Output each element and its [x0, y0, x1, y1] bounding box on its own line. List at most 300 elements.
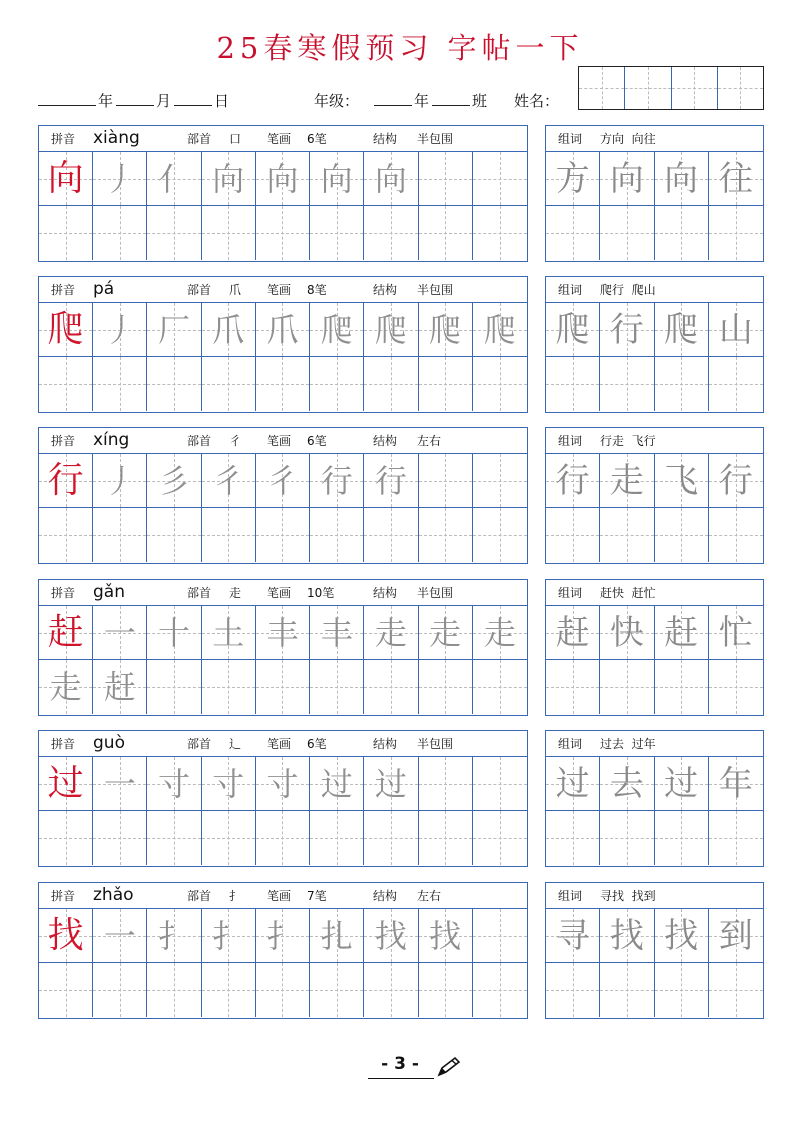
writing-cell[interactable] — [473, 206, 527, 260]
words-header — [546, 277, 763, 303]
writing-cell[interactable] — [93, 811, 147, 865]
practice-grid — [39, 909, 527, 1017]
stroke-step: 厂 — [158, 310, 191, 349]
writing-cell[interactable] — [419, 909, 473, 963]
writing-cell[interactable] — [256, 508, 310, 562]
word-cell[interactable] — [655, 757, 709, 811]
writing-cell[interactable] — [39, 454, 93, 508]
word-cell[interactable] — [600, 508, 654, 562]
writing-cell[interactable] — [310, 454, 364, 508]
writing-cell[interactable] — [256, 206, 310, 260]
structure-value: 半包围 — [417, 283, 454, 297]
writing-cell[interactable] — [93, 454, 147, 508]
words-value: 寻找 找到 — [600, 889, 656, 903]
footer-underline — [368, 1078, 434, 1079]
writing-cell[interactable] — [39, 508, 93, 562]
writing-cell[interactable] — [202, 606, 256, 660]
writing-cell[interactable] — [202, 909, 256, 963]
word-cell[interactable] — [546, 206, 600, 260]
stroke-step: 一 — [103, 916, 136, 955]
words-label: 组词 — [558, 889, 583, 903]
stroke-step: 走 — [483, 613, 516, 652]
month-blank[interactable] — [116, 90, 154, 110]
structure-label: 结构 — [373, 283, 398, 297]
structure-label: 结构 — [373, 737, 398, 751]
stroke-step: 过 — [320, 764, 353, 803]
name-grid[interactable] — [578, 66, 764, 110]
word-character: 爬 — [555, 309, 590, 350]
word-cell[interactable] — [600, 757, 654, 811]
writing-cell[interactable] — [310, 757, 364, 811]
structure-value: 左右 — [417, 434, 442, 448]
words-grid — [546, 909, 763, 1017]
stroke-step: 爪 — [266, 310, 299, 349]
writing-cell[interactable] — [419, 606, 473, 660]
word-cell[interactable] — [546, 508, 600, 562]
writing-cell[interactable] — [419, 357, 473, 411]
strokes-value: 6笔 — [307, 434, 327, 448]
writing-cell[interactable] — [364, 963, 418, 1017]
strokes-value: 10笔 — [307, 586, 335, 600]
writing-cell[interactable] — [364, 454, 418, 508]
character-block — [38, 427, 764, 564]
stroke-step: 走 — [49, 668, 82, 706]
word-cell[interactable] — [600, 811, 654, 865]
stroke-step: 行 — [320, 461, 353, 500]
stroke-step: 丰 — [320, 613, 353, 652]
writing-cell[interactable] — [202, 357, 256, 411]
pinyin-label: 拼音 — [51, 889, 76, 903]
strokes-value: 7笔 — [307, 889, 327, 903]
writing-cell[interactable] — [256, 963, 310, 1017]
word-cell[interactable] — [600, 660, 654, 714]
writing-cell[interactable] — [310, 909, 364, 963]
writing-cell[interactable] — [202, 963, 256, 1017]
word-cell[interactable] — [655, 454, 709, 508]
writing-cell[interactable] — [473, 963, 527, 1017]
writing-cell[interactable] — [93, 909, 147, 963]
radical-label: 部首 — [187, 434, 212, 448]
word-character: 过 — [664, 763, 699, 804]
radical-label: 部首 — [187, 132, 212, 146]
name-cell[interactable] — [625, 67, 671, 109]
writing-cell[interactable] — [310, 508, 364, 562]
word-cell[interactable] — [546, 660, 600, 714]
writing-cell[interactable] — [147, 606, 201, 660]
character-block — [38, 276, 764, 413]
writing-cell[interactable] — [39, 152, 93, 206]
radical-value: 扌 — [229, 889, 242, 903]
word-character: 飞 — [664, 460, 699, 501]
writing-cell[interactable] — [310, 660, 364, 714]
word-cell[interactable] — [709, 303, 763, 357]
word-cell[interactable] — [709, 206, 763, 260]
class-label: 班 — [472, 92, 488, 110]
words-box — [545, 276, 764, 413]
strokes-label: 笔画 — [267, 132, 292, 146]
stroke-step: 找 — [429, 916, 462, 955]
word-cell[interactable] — [546, 454, 600, 508]
words-value: 行走 飞行 — [600, 434, 656, 448]
writing-cell[interactable] — [419, 454, 473, 508]
writing-cell[interactable] — [202, 206, 256, 260]
word-character: 年 — [718, 763, 753, 804]
pinyin-value: guò — [93, 733, 125, 753]
word-cell[interactable] — [655, 909, 709, 963]
writing-cell[interactable] — [147, 811, 201, 865]
writing-cell[interactable] — [39, 909, 93, 963]
strokes-value: 6笔 — [307, 737, 327, 751]
character-block — [38, 882, 764, 1019]
writing-cell[interactable] — [39, 757, 93, 811]
strokes-label: 笔画 — [267, 434, 292, 448]
strokes-value: 8笔 — [307, 283, 327, 297]
word-cell[interactable] — [600, 963, 654, 1017]
writing-cell[interactable] — [93, 152, 147, 206]
structure-value: 左右 — [417, 889, 442, 903]
word-cell[interactable] — [655, 206, 709, 260]
char-info-header — [39, 277, 527, 303]
word-cell[interactable] — [546, 963, 600, 1017]
writing-cell[interactable] — [39, 606, 93, 660]
writing-cell[interactable] — [364, 357, 418, 411]
practice-box — [38, 579, 528, 716]
stroke-step: 爬 — [483, 310, 516, 349]
word-cell[interactable] — [546, 303, 600, 357]
word-cell[interactable] — [709, 454, 763, 508]
strokes-label: 笔画 — [267, 889, 292, 903]
writing-cell[interactable] — [419, 152, 473, 206]
word-cell[interactable] — [600, 454, 654, 508]
word-cell[interactable] — [655, 303, 709, 357]
word-cell[interactable] — [546, 606, 600, 660]
writing-cell[interactable] — [93, 963, 147, 1017]
writing-cell[interactable] — [473, 811, 527, 865]
practice-box — [38, 125, 528, 262]
writing-cell[interactable] — [39, 811, 93, 865]
stroke-step: 丰 — [266, 613, 299, 652]
strokes-label: 笔画 — [267, 586, 292, 600]
writing-cell[interactable] — [39, 660, 93, 714]
writing-cell[interactable] — [93, 303, 147, 357]
words-box — [545, 125, 764, 262]
writing-cell[interactable] — [364, 660, 418, 714]
stroke-step: 找 — [374, 916, 407, 955]
word-character: 山 — [718, 309, 753, 350]
word-cell[interactable] — [600, 357, 654, 411]
writing-cell[interactable] — [473, 606, 527, 660]
radical-label: 部首 — [187, 737, 212, 751]
writing-cell[interactable] — [473, 757, 527, 811]
stroke-step: 扎 — [320, 916, 353, 955]
writing-cell[interactable] — [39, 206, 93, 260]
word-cell[interactable] — [655, 606, 709, 660]
name-cell[interactable] — [718, 67, 763, 109]
word-cell[interactable] — [709, 909, 763, 963]
writing-cell[interactable] — [310, 606, 364, 660]
word-cell[interactable] — [600, 606, 654, 660]
writing-cell[interactable] — [419, 508, 473, 562]
radical-label: 部首 — [187, 586, 212, 600]
writing-cell[interactable] — [202, 303, 256, 357]
stroke-step: 丿 — [103, 310, 136, 349]
date-field[interactable] — [38, 90, 96, 110]
practice-grid — [39, 606, 527, 714]
writing-cell[interactable] — [364, 303, 418, 357]
words-grid — [546, 152, 763, 260]
writing-cell[interactable] — [364, 909, 418, 963]
main-character: 行 — [47, 459, 84, 501]
word-character: 寻 — [555, 915, 590, 956]
writing-cell[interactable] — [256, 909, 310, 963]
writing-cell[interactable] — [202, 454, 256, 508]
word-cell[interactable] — [600, 206, 654, 260]
writing-cell[interactable] — [93, 660, 147, 714]
word-cell[interactable] — [709, 811, 763, 865]
writing-cell[interactable] — [364, 206, 418, 260]
word-character: 去 — [609, 763, 644, 804]
words-header — [546, 731, 763, 757]
structure-label: 结构 — [373, 889, 398, 903]
writing-cell[interactable] — [93, 206, 147, 260]
radical-value: 走 — [229, 586, 242, 600]
practice-box — [38, 882, 528, 1019]
word-character: 爬 — [664, 309, 699, 350]
word-cell[interactable] — [709, 963, 763, 1017]
pinyin-label: 拼音 — [51, 283, 76, 297]
writing-cell[interactable] — [39, 357, 93, 411]
word-cell[interactable] — [709, 606, 763, 660]
writing-cell[interactable] — [202, 757, 256, 811]
practice-box — [38, 276, 528, 413]
writing-cell[interactable] — [256, 357, 310, 411]
writing-cell[interactable] — [147, 152, 201, 206]
writing-cell[interactable] — [256, 811, 310, 865]
words-box — [545, 882, 764, 1019]
words-value: 过去 过年 — [600, 737, 656, 751]
writing-cell[interactable] — [364, 606, 418, 660]
info-row — [38, 90, 578, 112]
words-label: 组词 — [558, 737, 583, 751]
character-block — [38, 579, 764, 716]
word-cell[interactable] — [709, 660, 763, 714]
writing-cell[interactable] — [93, 606, 147, 660]
word-cell[interactable] — [546, 757, 600, 811]
grade-label: 年级： — [314, 92, 360, 110]
writing-cell[interactable] — [147, 909, 201, 963]
stroke-step: 扌 — [158, 916, 191, 955]
word-cell[interactable] — [709, 757, 763, 811]
writing-cell[interactable] — [419, 206, 473, 260]
radical-value: 辶 — [229, 737, 242, 751]
word-character: 找 — [609, 915, 644, 956]
char-info-header — [39, 731, 527, 757]
writing-cell[interactable] — [147, 660, 201, 714]
main-character: 爬 — [47, 308, 84, 350]
writing-cell[interactable] — [310, 152, 364, 206]
name-cell[interactable] — [579, 67, 625, 109]
writing-cell[interactable] — [256, 660, 310, 714]
writing-cell[interactable] — [473, 357, 527, 411]
radical-label: 部首 — [187, 889, 212, 903]
writing-cell[interactable] — [93, 508, 147, 562]
stroke-step: 一 — [103, 613, 136, 652]
writing-cell[interactable] — [473, 660, 527, 714]
words-label: 组词 — [558, 132, 583, 146]
writing-cell[interactable] — [147, 963, 201, 1017]
name-label: 姓名： — [514, 92, 560, 110]
name-cell[interactable] — [672, 67, 718, 109]
word-cell[interactable] — [655, 152, 709, 206]
structure-value: 半包围 — [417, 586, 454, 600]
stroke-step: 赶 — [103, 668, 136, 706]
pinyin-label: 拼音 — [51, 737, 76, 751]
grade-blank[interactable] — [374, 90, 412, 110]
writing-cell[interactable] — [202, 811, 256, 865]
word-character: 到 — [718, 915, 753, 956]
writing-cell[interactable] — [473, 303, 527, 357]
writing-cell[interactable] — [310, 206, 364, 260]
word-character: 赶 — [664, 612, 699, 653]
writing-cell[interactable] — [256, 757, 310, 811]
writing-cell[interactable] — [93, 757, 147, 811]
word-cell[interactable] — [546, 909, 600, 963]
writing-cell[interactable] — [39, 963, 93, 1017]
writing-cell[interactable] — [473, 909, 527, 963]
writing-cell[interactable] — [256, 303, 310, 357]
writing-cell[interactable] — [93, 357, 147, 411]
pinyin-value: xíng — [93, 430, 130, 450]
word-character: 向 — [664, 158, 699, 199]
word-cell[interactable] — [546, 152, 600, 206]
pinyin-value: xiàng — [93, 128, 140, 148]
word-character: 行 — [609, 309, 644, 350]
word-cell[interactable] — [709, 152, 763, 206]
structure-label: 结构 — [373, 132, 398, 146]
pen-icon — [436, 1056, 462, 1078]
writing-cell[interactable] — [256, 606, 310, 660]
radical-value: 口 — [229, 132, 242, 146]
writing-cell[interactable] — [147, 303, 201, 357]
stroke-step: 爬 — [320, 310, 353, 349]
radical-label: 部首 — [187, 283, 212, 297]
stroke-step: 亻 — [158, 159, 191, 198]
word-character: 赶 — [555, 612, 590, 653]
writing-cell[interactable] — [419, 963, 473, 1017]
writing-cell[interactable] — [202, 660, 256, 714]
word-cell[interactable] — [600, 303, 654, 357]
writing-cell[interactable] — [202, 152, 256, 206]
pinyin-value: zhǎo — [93, 885, 134, 905]
stroke-step: 向 — [320, 159, 353, 198]
writing-cell[interactable] — [147, 508, 201, 562]
writing-cell[interactable] — [419, 660, 473, 714]
word-cell[interactable] — [546, 357, 600, 411]
writing-cell[interactable] — [256, 152, 310, 206]
word-cell[interactable] — [655, 508, 709, 562]
writing-cell[interactable] — [310, 357, 364, 411]
word-cell[interactable] — [600, 152, 654, 206]
stroke-step: 向 — [374, 159, 407, 198]
character-block — [38, 125, 764, 262]
writing-cell[interactable] — [310, 303, 364, 357]
word-character: 向 — [609, 158, 644, 199]
stroke-step: 扌 — [266, 916, 299, 955]
day-blank[interactable] — [174, 90, 212, 110]
practice-box — [38, 427, 528, 564]
stroke-step: 走 — [374, 613, 407, 652]
main-character: 找 — [47, 914, 84, 956]
writing-cell[interactable] — [39, 303, 93, 357]
writing-cell[interactable] — [256, 454, 310, 508]
word-cell[interactable] — [655, 811, 709, 865]
writing-cell[interactable] — [310, 811, 364, 865]
writing-cell[interactable] — [419, 811, 473, 865]
words-label: 组词 — [558, 434, 583, 448]
writing-cell[interactable] — [364, 757, 418, 811]
char-info-header — [39, 126, 527, 152]
word-cell[interactable] — [709, 357, 763, 411]
structure-label: 结构 — [373, 434, 398, 448]
writing-cell[interactable] — [473, 508, 527, 562]
practice-grid — [39, 454, 527, 562]
pinyin-label: 拼音 — [51, 132, 76, 146]
main-character: 向 — [47, 157, 84, 199]
writing-cell[interactable] — [310, 963, 364, 1017]
word-cell[interactable] — [600, 909, 654, 963]
word-character: 行 — [718, 460, 753, 501]
writing-cell[interactable] — [147, 454, 201, 508]
strokes-label: 笔画 — [267, 283, 292, 297]
writing-cell[interactable] — [364, 152, 418, 206]
writing-cell[interactable] — [364, 508, 418, 562]
stroke-step: 土 — [212, 613, 245, 652]
writing-cell[interactable] — [147, 757, 201, 811]
words-header — [546, 883, 763, 909]
writing-cell[interactable] — [147, 357, 201, 411]
month-label: 月 — [156, 92, 172, 110]
writing-cell[interactable] — [419, 303, 473, 357]
word-cell[interactable] — [546, 811, 600, 865]
writing-cell[interactable] — [473, 454, 527, 508]
day-label: 日 — [214, 92, 230, 110]
word-character: 走 — [609, 460, 644, 501]
word-character: 快 — [609, 612, 644, 653]
word-cell[interactable] — [709, 508, 763, 562]
structure-label: 结构 — [373, 586, 398, 600]
main-character: 赶 — [47, 611, 84, 653]
writing-cell[interactable] — [202, 508, 256, 562]
writing-cell[interactable] — [364, 811, 418, 865]
word-cell[interactable] — [655, 357, 709, 411]
word-character: 忙 — [718, 612, 753, 653]
practice-box — [38, 730, 528, 867]
char-info-header — [39, 580, 527, 606]
radical-value: 爪 — [229, 283, 242, 297]
grade-year-label: 年 — [414, 92, 430, 110]
page-number: - 3 - — [0, 1054, 800, 1074]
writing-cell[interactable] — [473, 152, 527, 206]
stroke-step: 向 — [212, 159, 245, 198]
stroke-step: 行 — [374, 461, 407, 500]
writing-cell[interactable] — [419, 757, 473, 811]
writing-cell[interactable] — [147, 206, 201, 260]
word-cell[interactable] — [655, 660, 709, 714]
stroke-step: 走 — [429, 613, 462, 652]
word-cell[interactable] — [655, 963, 709, 1017]
class-blank[interactable] — [432, 90, 470, 110]
word-character: 找 — [664, 915, 699, 956]
